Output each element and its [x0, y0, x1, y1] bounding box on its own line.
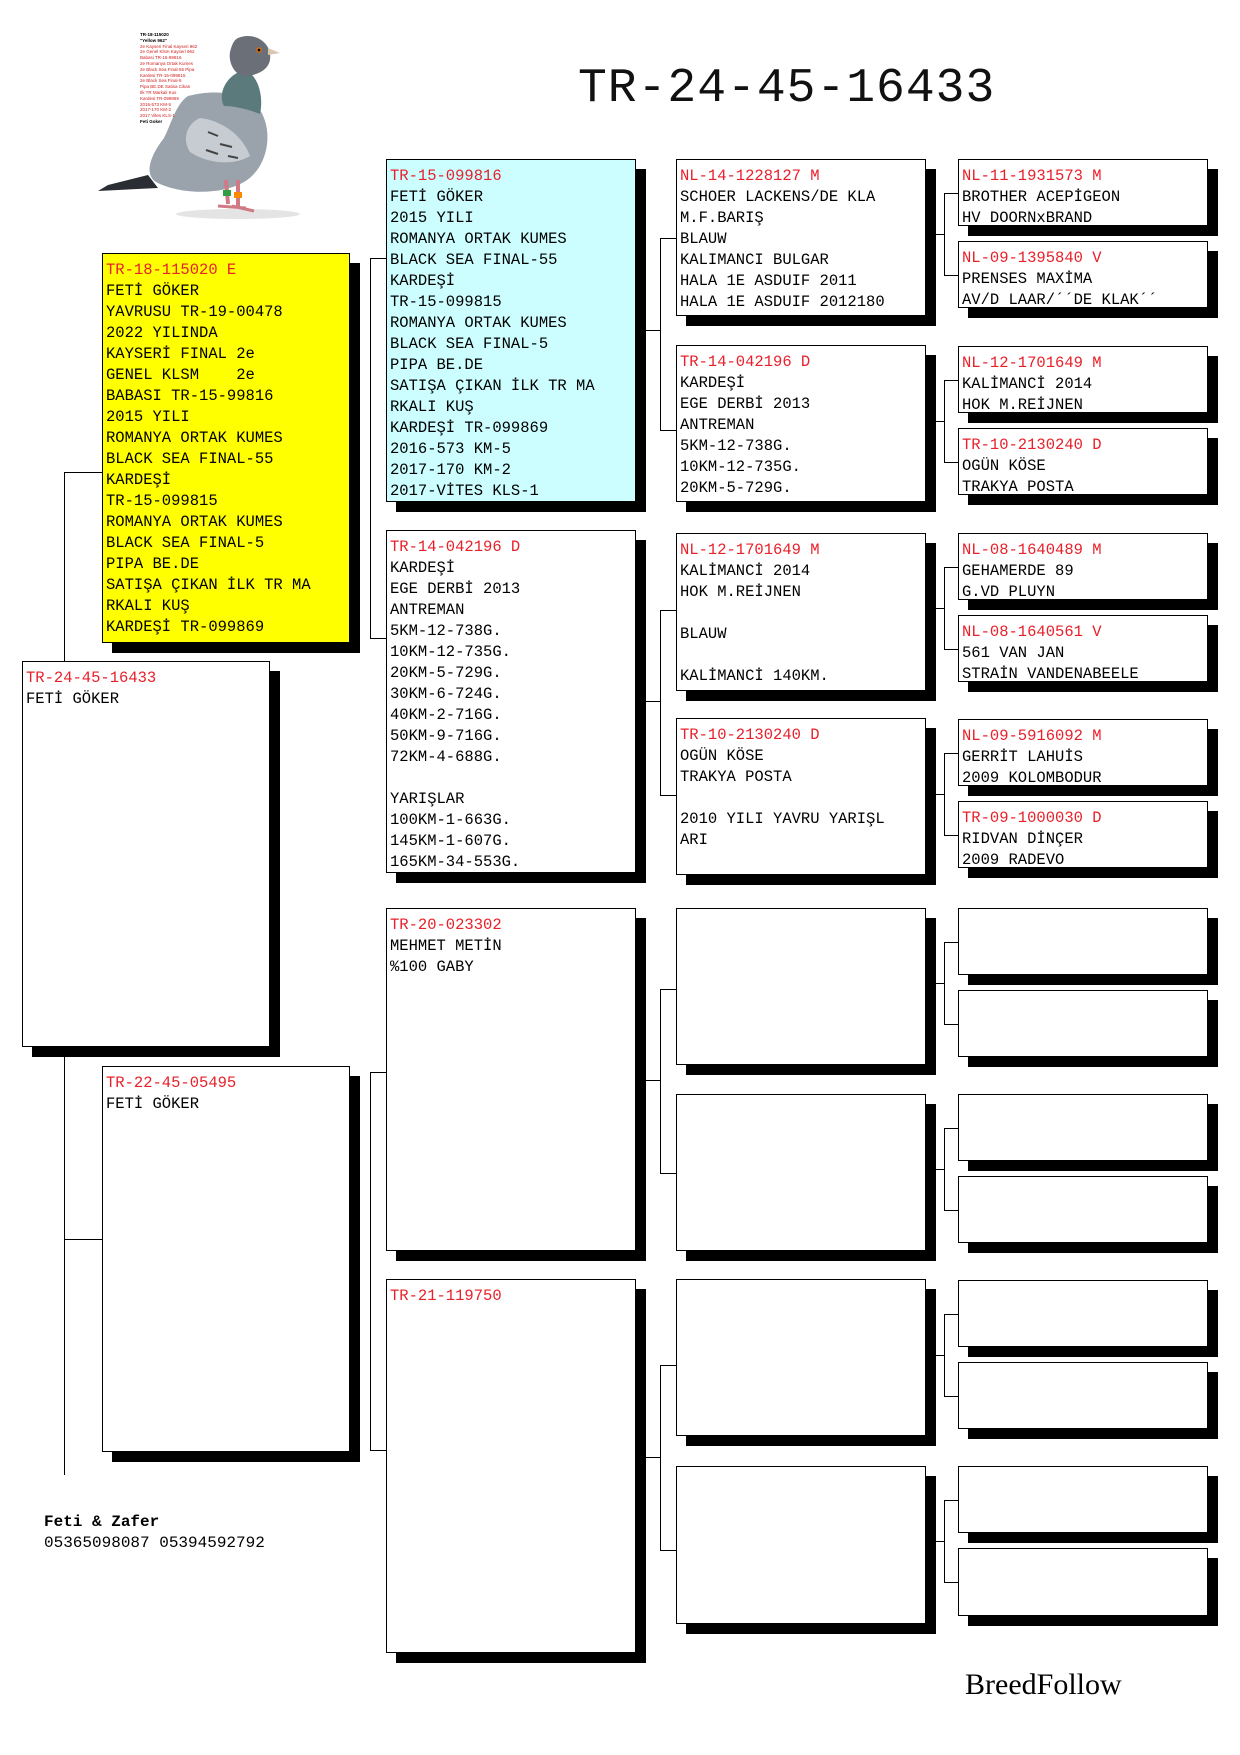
- connector-line: [944, 1210, 958, 1211]
- connector-line: [64, 1239, 102, 1240]
- connector-line: [944, 1314, 958, 1315]
- info-line: ANTREMAN: [390, 601, 465, 619]
- info-line: TRAKYA POSTA: [680, 768, 792, 786]
- pedigree-box-sds: [676, 533, 926, 691]
- connector-line: [944, 1582, 958, 1583]
- info-line: 2009 RADEVO: [962, 851, 1065, 868]
- ring-number: TR-20-023302: [390, 916, 502, 934]
- pedigree-box-ddd: [676, 1466, 926, 1624]
- connector-line: [660, 610, 661, 795]
- pedigree-box-dds: [676, 1279, 926, 1436]
- pedigree-box-dssd: [958, 990, 1208, 1057]
- pedigree-box-dsds: [958, 1094, 1208, 1161]
- connector-line: [944, 1128, 958, 1129]
- connector-line: [944, 1500, 945, 1582]
- connector-line: [370, 1072, 371, 1450]
- ring-number: [680, 915, 923, 936]
- ring-number: [962, 1287, 1205, 1308]
- ring-number: TR-10-2130240 D: [962, 436, 1102, 454]
- pedigree-box-ssdd: [958, 428, 1208, 495]
- info-line: 165KM-34-553G.: [390, 853, 521, 871]
- info-line: 40KM-2-716G.: [390, 706, 502, 724]
- info-line: KALİMANCİ 2014: [680, 562, 811, 580]
- connector-line: [936, 608, 944, 609]
- ring-number: NL-08-1640489 M: [962, 541, 1102, 559]
- connector-line: [944, 1128, 945, 1210]
- connector-line: [936, 234, 944, 235]
- info-line: TR-15-099815: [106, 492, 218, 510]
- ring-number: NL-09-5916092 M: [962, 727, 1102, 745]
- pigeon-caption: TR-18-115020 "Yellow 962" 2e Kayseri Final Kayseri 962 2e Genel Klsm Kayseri 962 Babasi TR-15-99816 2e Romanya Ortak Kumes 2e Black Sea Final-55 Pipa Kardesi TR-15-099815 2e Black Sea Final-5 Pipa BE.DE Satisa Cikan Ilk TR Markali Kus Kardesi TR-099869 2016-573 KM-5 2017-170 KM-2 2017 Vites KLS-1 Feti Goker: [140, 32, 198, 124]
- info-line: KALİMANCİ 140KM.: [680, 667, 829, 685]
- breeder-name: Feti & Zafer: [44, 1513, 160, 1531]
- info-line: 30KM-6-724G.: [390, 685, 502, 703]
- pedigree-box-sdss: [958, 533, 1208, 600]
- info-line: 20KM-5-729G.: [680, 479, 792, 497]
- info-line: STRAİN VANDENABEELE: [962, 665, 1139, 682]
- info-line: [680, 788, 923, 809]
- info-line: BLACK SEA FINAL-5: [390, 335, 549, 353]
- info-line: KARDEŞİ: [680, 374, 746, 392]
- connector-line: [660, 430, 676, 431]
- ring-number: TR-21-119750: [390, 1287, 502, 1305]
- ring-number: [680, 1473, 923, 1494]
- connector-line: [660, 1550, 676, 1551]
- info-line: KARDEŞİ: [106, 471, 172, 489]
- connector-line: [660, 1365, 661, 1550]
- info-line: ROMANYA ORTAK KUMES: [106, 429, 283, 447]
- pedigree-box-dam: [102, 1066, 350, 1452]
- info-line: KARDEŞİ: [390, 272, 456, 290]
- pedigree-box-ddss: [958, 1280, 1208, 1347]
- connector-line: [936, 421, 944, 422]
- pedigree-box-sdd: [676, 718, 926, 875]
- info-line: 2022 YILINDA: [106, 324, 218, 342]
- info-line: PRENSES MAXİMA: [962, 270, 1093, 288]
- info-line: 2017-170 KM-2: [390, 461, 511, 479]
- pedigree-box-sire: [102, 253, 350, 643]
- info-line: 2015 YILI: [390, 209, 474, 227]
- pedigree-box-dsdd: [958, 1176, 1208, 1243]
- ring-number: TR-15-099816: [390, 167, 502, 185]
- info-line: BLAUW: [680, 230, 727, 248]
- info-line: OGÜN KÖSE: [962, 457, 1046, 475]
- connector-line: [646, 1457, 660, 1458]
- info-line: RIDVAN DİNÇER: [962, 830, 1083, 848]
- info-line: ROMANYA ORTAK KUMES: [106, 513, 283, 531]
- pedigree-box-sssd: [958, 241, 1208, 308]
- info-line: AV/D LAAR/´´DE KLAK´´: [962, 291, 1158, 308]
- info-line: 50KM-9-716G.: [390, 727, 502, 745]
- connector-line: [660, 238, 676, 239]
- connector-line: [660, 989, 676, 990]
- connector-line: [936, 983, 944, 984]
- info-line: FETİ GÖKER: [390, 188, 484, 206]
- connector-line: [660, 1365, 676, 1366]
- info-line: BLACK SEA FINAL-5: [106, 534, 265, 552]
- ring-number: TR-14-042196 D: [680, 353, 811, 371]
- info-line: 2010 YILI YAVRU YARIŞL: [680, 810, 885, 828]
- pedigree-box-dss: [676, 908, 926, 1065]
- info-line: M.F.BARIŞ: [680, 209, 764, 227]
- ring-number: TR-09-1000030 D: [962, 809, 1102, 827]
- info-line: 145KM-1-607G.: [390, 832, 511, 850]
- info-line: FETİ GÖKER: [106, 1095, 200, 1113]
- connector-line: [944, 462, 958, 463]
- connector-line: [660, 610, 676, 611]
- connector-line: [646, 330, 660, 331]
- pedigree-box-dsd: [676, 1094, 926, 1251]
- pedigree-box-ss: [386, 159, 636, 502]
- connector-line: [944, 1396, 958, 1397]
- connector-line: [660, 238, 661, 430]
- info-line: HOK M.REİJNEN: [962, 396, 1083, 413]
- pedigree-box-ds: [386, 908, 636, 1251]
- info-line: [680, 645, 923, 666]
- connector-line: [944, 1314, 945, 1396]
- connector-line: [944, 567, 945, 649]
- info-line: HALA 1E ASDUIF 2012180: [680, 293, 885, 311]
- ring-number: NL-12-1701649 M: [680, 541, 820, 559]
- connector-line: [646, 1080, 660, 1081]
- connector-line: [660, 1173, 676, 1174]
- ring-number: NL-14-1228127 M: [680, 167, 820, 185]
- info-line: GEHAMERDE 89: [962, 562, 1074, 580]
- info-line: 561 VAN JAN: [962, 644, 1065, 662]
- pedigree-box-dsss: [958, 908, 1208, 975]
- info-line: SATIŞA ÇIKAN İLK TR MA: [106, 576, 311, 594]
- ring-number: NL-08-1640561 V: [962, 623, 1102, 641]
- connector-line: [370, 638, 386, 639]
- connector-line: [936, 794, 944, 795]
- info-line: BLAUW: [680, 625, 727, 643]
- info-line: ANTREMAN: [680, 416, 755, 434]
- info-line: [680, 603, 923, 624]
- info-line: 2017-VİTES KLS-1: [390, 482, 539, 500]
- ring-number: [962, 1183, 1205, 1204]
- ring-number: TR-14-042196 D: [390, 538, 521, 556]
- info-line: 5KM-12-738G.: [680, 437, 792, 455]
- pedigree-box-sss: [676, 159, 926, 316]
- ring-number: [680, 1101, 923, 1122]
- info-line: SATIŞA ÇIKAN İLK TR MA: [390, 377, 595, 395]
- info-line: RKALI KUŞ: [390, 398, 474, 416]
- connector-line: [944, 380, 958, 381]
- info-line: MEHMET METİN: [390, 937, 502, 955]
- info-line: YAVRUSU TR-19-00478: [106, 303, 283, 321]
- info-line: BLACK SEA FINAL-55: [390, 251, 558, 269]
- info-line: KARDEŞİ TR-099869: [390, 419, 549, 437]
- page-title: TR-24-45-16433: [578, 62, 996, 116]
- info-line: OGÜN KÖSE: [680, 747, 764, 765]
- ring-number: [962, 1101, 1205, 1122]
- info-line: KARDEŞİ: [390, 559, 456, 577]
- pedigree-box-ddsd: [958, 1362, 1208, 1429]
- connector-line: [944, 753, 958, 754]
- pedigree-box-dd: [386, 1279, 636, 1653]
- info-line: EGE DERBİ 2013: [390, 580, 521, 598]
- info-line: KAYSERİ FINAL 2e: [106, 345, 255, 363]
- connector-line: [660, 989, 661, 1173]
- ring-number: [962, 1555, 1205, 1576]
- info-line: RKALI KUŞ: [106, 597, 190, 615]
- ring-number: TR-18-115020 E: [106, 261, 237, 279]
- info-line: FETİ GÖKER: [26, 690, 120, 708]
- info-line: HOK M.REİJNEN: [680, 583, 801, 601]
- info-line: YARIŞLAR: [390, 790, 465, 808]
- ring-number: TR-24-45-16433: [26, 669, 157, 687]
- connector-line: [936, 1169, 944, 1170]
- info-line: BABASI TR-15-99816: [106, 387, 274, 405]
- info-line: BROTHER ACEPİGEON: [962, 188, 1121, 206]
- info-line: 72KM-4-688G.: [390, 748, 502, 766]
- ring-number: [962, 997, 1205, 1018]
- connector-line: [944, 649, 958, 650]
- ring-number: TR-22-45-05495: [106, 1074, 237, 1092]
- ring-number: [962, 1473, 1205, 1494]
- ring-number: [962, 915, 1205, 936]
- info-line: ROMANYA ORTAK KUMES: [390, 314, 567, 332]
- connector-line: [944, 942, 958, 943]
- pedigree-box-sd: [386, 530, 636, 873]
- connector-line: [944, 567, 958, 568]
- info-line: TRAKYA POSTA: [962, 478, 1074, 495]
- breeder-phone: 05365098087 05394592792: [44, 1534, 265, 1552]
- info-line: SCHOER LACKENS/DE KLA: [680, 188, 876, 206]
- pedigree-box-ssd: [676, 345, 926, 502]
- connector-line: [370, 258, 371, 638]
- info-line: KALIMANCI BULGAR: [680, 251, 829, 269]
- info-line: PIPA BE.DE: [390, 356, 484, 374]
- info-line: GENEL KLSM 2e: [106, 366, 255, 384]
- ring-number: TR-10-2130240 D: [680, 726, 820, 744]
- connector-line: [944, 275, 958, 276]
- info-line: TR-15-099815: [390, 293, 502, 311]
- info-line: G.VD PLUYN: [962, 583, 1056, 600]
- pedigree-box-ssss: [958, 159, 1208, 226]
- connector-line: [370, 1072, 386, 1073]
- info-line: ARI: [680, 831, 708, 849]
- connector-line: [944, 1500, 958, 1501]
- connector-line: [944, 1024, 958, 1025]
- ring-number: [962, 1369, 1205, 1390]
- info-line: KARDEŞİ TR-099869: [106, 618, 265, 636]
- connector-line: [936, 1541, 944, 1542]
- pedigree-box-subject: [22, 661, 270, 1047]
- connector-line: [944, 193, 945, 275]
- connector-line: [370, 1450, 386, 1451]
- brand-logo: BreedFollow: [965, 1668, 1122, 1701]
- connector-line: [646, 701, 660, 702]
- info-line: 20KM-5-729G.: [390, 664, 502, 682]
- connector-line: [944, 942, 945, 1024]
- info-line: 100KM-1-663G.: [390, 811, 511, 829]
- pedigree-box-sdds: [958, 719, 1208, 786]
- info-line: 2016-573 KM-5: [390, 440, 511, 458]
- ring-number: [680, 1286, 923, 1307]
- connector-line: [944, 380, 945, 462]
- info-line: %100 GABY: [390, 958, 474, 976]
- pedigree-box-sdsd: [958, 615, 1208, 682]
- pedigree-box-ssds: [958, 346, 1208, 413]
- ring-number: NL-11-1931573 M: [962, 167, 1102, 185]
- ring-number: NL-09-1395840 V: [962, 249, 1102, 267]
- info-line: EGE DERBİ 2013: [680, 395, 811, 413]
- info-line: BLACK SEA FINAL-55: [106, 450, 274, 468]
- info-line: [390, 768, 633, 789]
- info-line: KALİMANCİ 2014: [962, 375, 1093, 393]
- ring-number: NL-12-1701649 M: [962, 354, 1102, 372]
- pigeon-photo: [68, 10, 308, 225]
- connector-line: [660, 795, 676, 796]
- info-line: 5KM-12-738G.: [390, 622, 502, 640]
- pedigree-box-ddds: [958, 1466, 1208, 1533]
- info-line: 10KM-12-735G.: [680, 458, 801, 476]
- connector-line: [944, 753, 945, 835]
- connector-line: [370, 258, 386, 259]
- info-line: GERRİT LAHUİS: [962, 748, 1083, 766]
- info-line: HV DOORNxBRAND: [962, 209, 1093, 226]
- connector-line: [64, 472, 102, 473]
- info-line: FETİ GÖKER: [106, 282, 200, 300]
- info-line: 2015 YILI: [106, 408, 190, 426]
- connector-line: [944, 193, 958, 194]
- pedigree-box-sddd: [958, 801, 1208, 868]
- info-line: 10KM-12-735G.: [390, 643, 511, 661]
- info-line: PIPA BE.DE: [106, 555, 200, 573]
- pedigree-box-dddd: [958, 1548, 1208, 1616]
- connector-line: [944, 835, 958, 836]
- connector-line: [936, 1355, 944, 1356]
- info-line: HALA 1E ASDUIF 2011: [680, 272, 857, 290]
- info-line: 2009 KOLOMBODUR: [962, 769, 1102, 786]
- info-line: ROMANYA ORTAK KUMES: [390, 230, 567, 248]
